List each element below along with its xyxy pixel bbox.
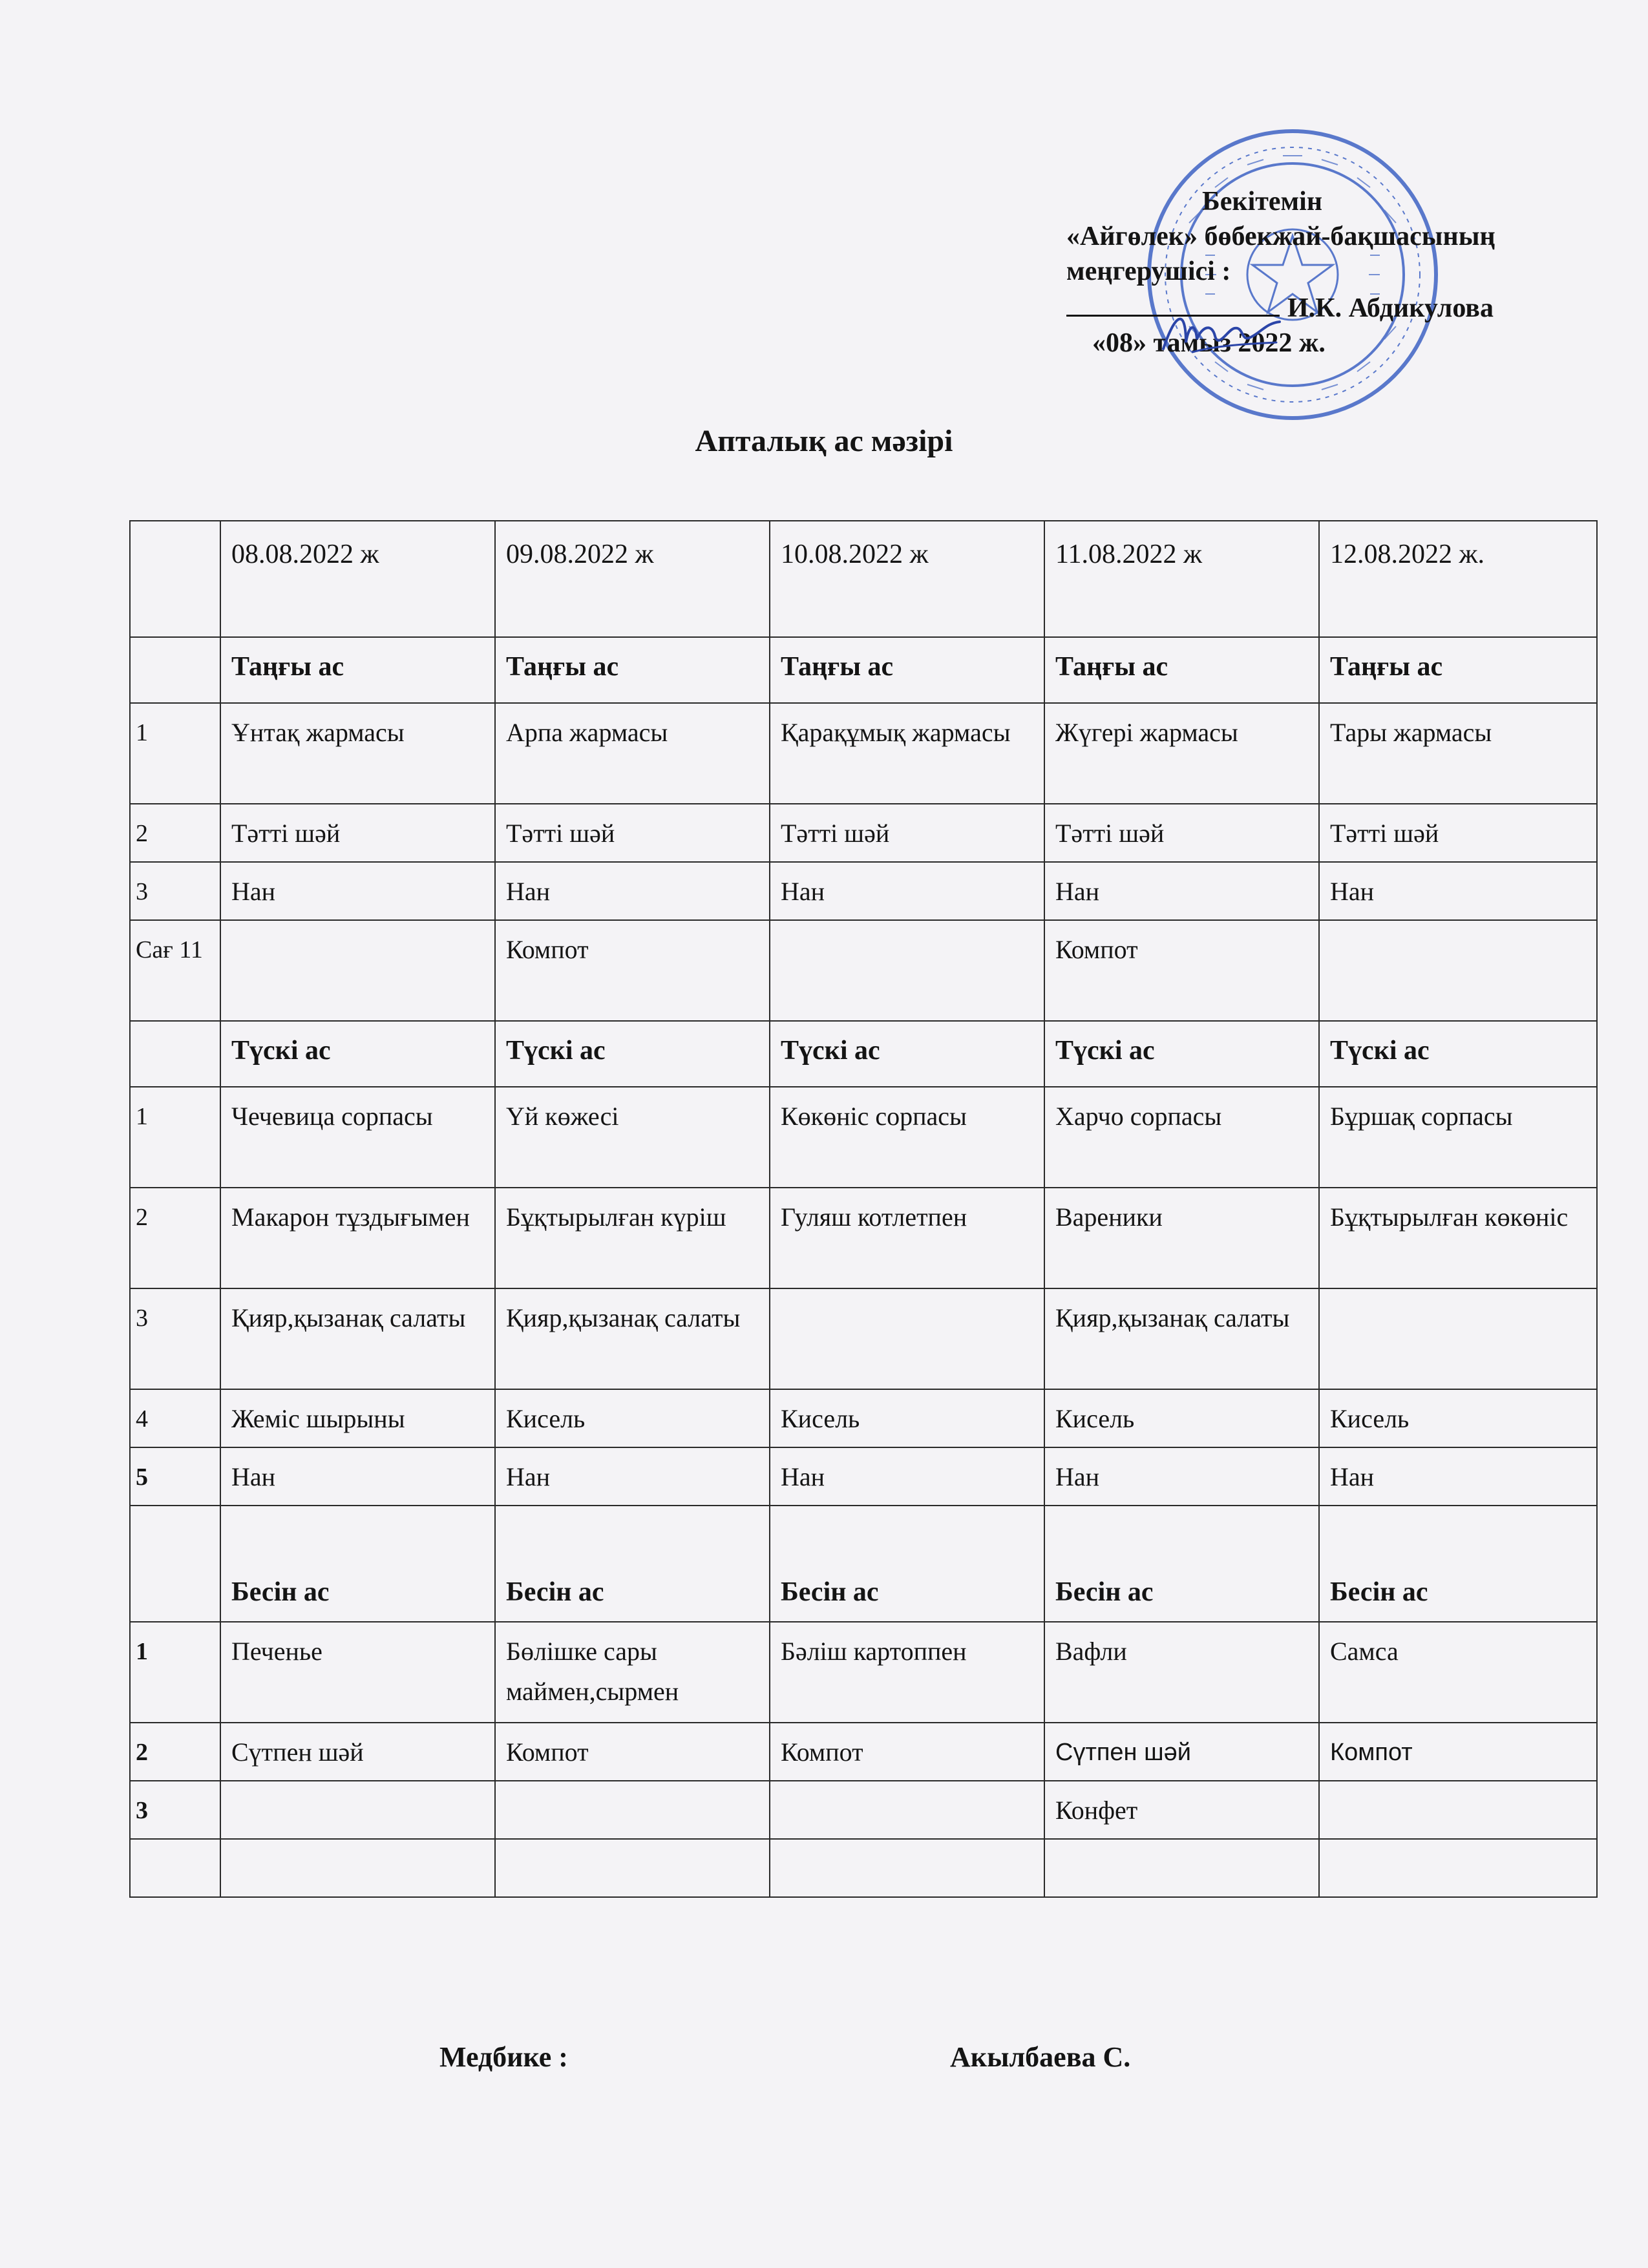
menu-item: Нан <box>1044 862 1319 920</box>
menu-item <box>770 920 1044 1021</box>
row-number: 2 <box>130 804 220 862</box>
meal-label: Таңғы ас <box>1044 637 1319 703</box>
menu-item: Компот <box>770 1723 1044 1781</box>
approval-date: «08» тамыз 2022 ж. <box>1092 328 1326 358</box>
table-row <box>130 862 1597 920</box>
date-cell: 08.08.2022 ж <box>220 521 495 637</box>
menu-item: Компот <box>495 1723 770 1781</box>
menu-item: Тәтті шәй <box>1044 804 1319 862</box>
menu-item: Сүтпен шәй <box>220 1723 495 1781</box>
date-cell: 10.08.2022 ж <box>770 521 1044 637</box>
signoff-name: Акылбаева С. <box>950 2041 1131 2073</box>
menu-item: Жүгері жармасы <box>1044 703 1319 804</box>
menu-item: Вафли <box>1044 1622 1319 1723</box>
menu-item <box>220 920 495 1021</box>
menu-item <box>495 1781 770 1839</box>
meal-label: Бесін ас <box>220 1506 495 1622</box>
meal-label: Түскі ас <box>1044 1021 1319 1087</box>
empty-cell <box>130 1839 220 1897</box>
approval-organization: «Айгөлек» бөбекжай-бақшасының <box>1066 222 1495 251</box>
menu-item: Кисель <box>1044 1389 1319 1447</box>
row-number: Сағ 11 <box>130 920 220 1021</box>
menu-item: Нан <box>1044 1447 1319 1506</box>
menu-item: Нан <box>495 862 770 920</box>
meal-label: Таңғы ас <box>1319 637 1597 703</box>
menu-item: Гуляш котлетпен <box>770 1188 1044 1288</box>
table-row <box>130 1622 1597 1723</box>
menu-item: Арпа жармасы <box>495 703 770 804</box>
menu-item: Нан <box>495 1447 770 1506</box>
table-row <box>130 1447 1597 1506</box>
meal-label: Бесін ас <box>770 1506 1044 1622</box>
menu-item: Қияр,қызанақ салаты <box>1044 1288 1319 1389</box>
meal-label: Бесін ас <box>495 1506 770 1622</box>
lunch-header-row <box>130 1021 1597 1087</box>
row-number: 5 <box>130 1447 220 1506</box>
menu-item: Қияр,қызанақ салаты <box>495 1288 770 1389</box>
menu-item: Чечевица сорпасы <box>220 1087 495 1188</box>
menu-item: Жеміс шырыны <box>220 1389 495 1447</box>
menu-item: Конфет <box>1044 1781 1319 1839</box>
menu-item: Бұқтырылған күріш <box>495 1188 770 1288</box>
menu-item <box>1319 920 1597 1021</box>
row-number: 1 <box>130 1087 220 1188</box>
meal-label: Бесін ас <box>1044 1506 1319 1622</box>
menu-item: Бұршақ сорпасы <box>1319 1087 1597 1188</box>
date-cell: 11.08.2022 ж <box>1044 521 1319 637</box>
menu-item: Макарон тұздығымен <box>220 1188 495 1288</box>
approval-position: меңгерушісі : <box>1066 257 1231 286</box>
approval-block <box>1066 184 1603 361</box>
table-row <box>130 1723 1597 1781</box>
menu-item: Нан <box>770 862 1044 920</box>
menu-item: Қарақұмық жармасы <box>770 703 1044 804</box>
meal-label: Түскі ас <box>220 1021 495 1087</box>
menu-item: Печенье <box>220 1622 495 1723</box>
signoff-role: Медбике : <box>439 2041 568 2073</box>
table-row <box>130 1188 1597 1288</box>
approval-heading: Бекітемін <box>1202 187 1323 216</box>
menu-item: Тәтті шәй <box>770 804 1044 862</box>
page-title: Апталық ас мәзірі <box>695 424 953 458</box>
menu-item: Көкөніс сорпасы <box>770 1087 1044 1188</box>
menu-item: Нан <box>220 862 495 920</box>
menu-item: Тәтті шәй <box>1319 804 1597 862</box>
menu-item: Харчо сорпасы <box>1044 1087 1319 1188</box>
menu-item <box>1319 1781 1597 1839</box>
menu-item: Бөлішке сары маймен,сырмен <box>495 1622 770 1723</box>
menu-item <box>220 1781 495 1839</box>
date-header-row <box>130 521 1597 637</box>
table-row <box>130 1087 1597 1188</box>
menu-item: Ұнтақ жармасы <box>220 703 495 804</box>
menu-item: Нан <box>1319 1447 1597 1506</box>
menu-item: Кисель <box>770 1389 1044 1447</box>
menu-item <box>770 1781 1044 1839</box>
date-cell: 12.08.2022 ж. <box>1319 521 1597 637</box>
menu-item: Нан <box>220 1447 495 1506</box>
menu-item: Кисель <box>1319 1389 1597 1447</box>
row-number: 3 <box>130 1781 220 1839</box>
meal-label: Түскі ас <box>1319 1021 1597 1087</box>
menu-item: Тары жармасы <box>1319 703 1597 804</box>
menu-item: Тәтті шәй <box>220 804 495 862</box>
menu-item <box>1319 1288 1597 1389</box>
menu-item: Кисель <box>495 1389 770 1447</box>
menu-item: Нан <box>1319 862 1597 920</box>
menu-item: Компот <box>495 920 770 1021</box>
table-row <box>130 1389 1597 1447</box>
meal-label: Түскі ас <box>495 1021 770 1087</box>
menu-item: Бәліш картоппен <box>770 1622 1044 1723</box>
empty-cell <box>1044 1839 1319 1897</box>
row-number: 3 <box>130 862 220 920</box>
menu-item <box>770 1288 1044 1389</box>
meal-label: Таңғы ас <box>495 637 770 703</box>
row-number: 4 <box>130 1389 220 1447</box>
empty-cell <box>1319 1839 1597 1897</box>
meal-label: Таңғы ас <box>770 637 1044 703</box>
row-number-cell <box>130 1506 220 1622</box>
table-row <box>130 703 1597 804</box>
table-row <box>130 1288 1597 1389</box>
row-number-cell <box>130 1021 220 1087</box>
menu-item: Тәтті шәй <box>495 804 770 862</box>
afternoon-header-row <box>130 1506 1597 1622</box>
approval-signature-line <box>1066 289 1603 326</box>
menu-item: Компот <box>1319 1723 1597 1781</box>
menu-item: Компот <box>1044 920 1319 1021</box>
empty-row <box>130 1839 1597 1897</box>
table-row <box>130 804 1597 862</box>
empty-cell <box>495 1839 770 1897</box>
menu-item: Самса <box>1319 1622 1597 1723</box>
breakfast-header-row <box>130 637 1597 703</box>
row-number: 2 <box>130 1723 220 1781</box>
row-number-cell <box>130 637 220 703</box>
row-number: 3 <box>130 1288 220 1389</box>
meal-label: Бесін ас <box>1319 1506 1597 1622</box>
weekly-menu-table <box>129 520 1598 1898</box>
table-row <box>130 1781 1597 1839</box>
menu-item: Бұқтырылған көкөніс <box>1319 1188 1597 1288</box>
menu-item: Үй көжесі <box>495 1087 770 1188</box>
meal-label: Түскі ас <box>770 1021 1044 1087</box>
snack-row <box>130 920 1597 1021</box>
menu-item: Нан <box>770 1447 1044 1506</box>
handwritten-signature <box>1157 304 1286 362</box>
menu-item: Қияр,қызанақ салаты <box>220 1288 495 1389</box>
row-number: 2 <box>130 1188 220 1288</box>
manager-name: И.К. Абдикулова <box>1287 293 1494 323</box>
row-number: 1 <box>130 703 220 804</box>
meal-label: Таңғы ас <box>220 637 495 703</box>
row-number: 1 <box>130 1622 220 1723</box>
menu-item: Сүтпен шәй <box>1044 1723 1319 1781</box>
corner-cell <box>130 521 220 637</box>
empty-cell <box>770 1839 1044 1897</box>
menu-item: Вареники <box>1044 1188 1319 1288</box>
empty-cell <box>220 1839 495 1897</box>
date-cell: 09.08.2022 ж <box>495 521 770 637</box>
